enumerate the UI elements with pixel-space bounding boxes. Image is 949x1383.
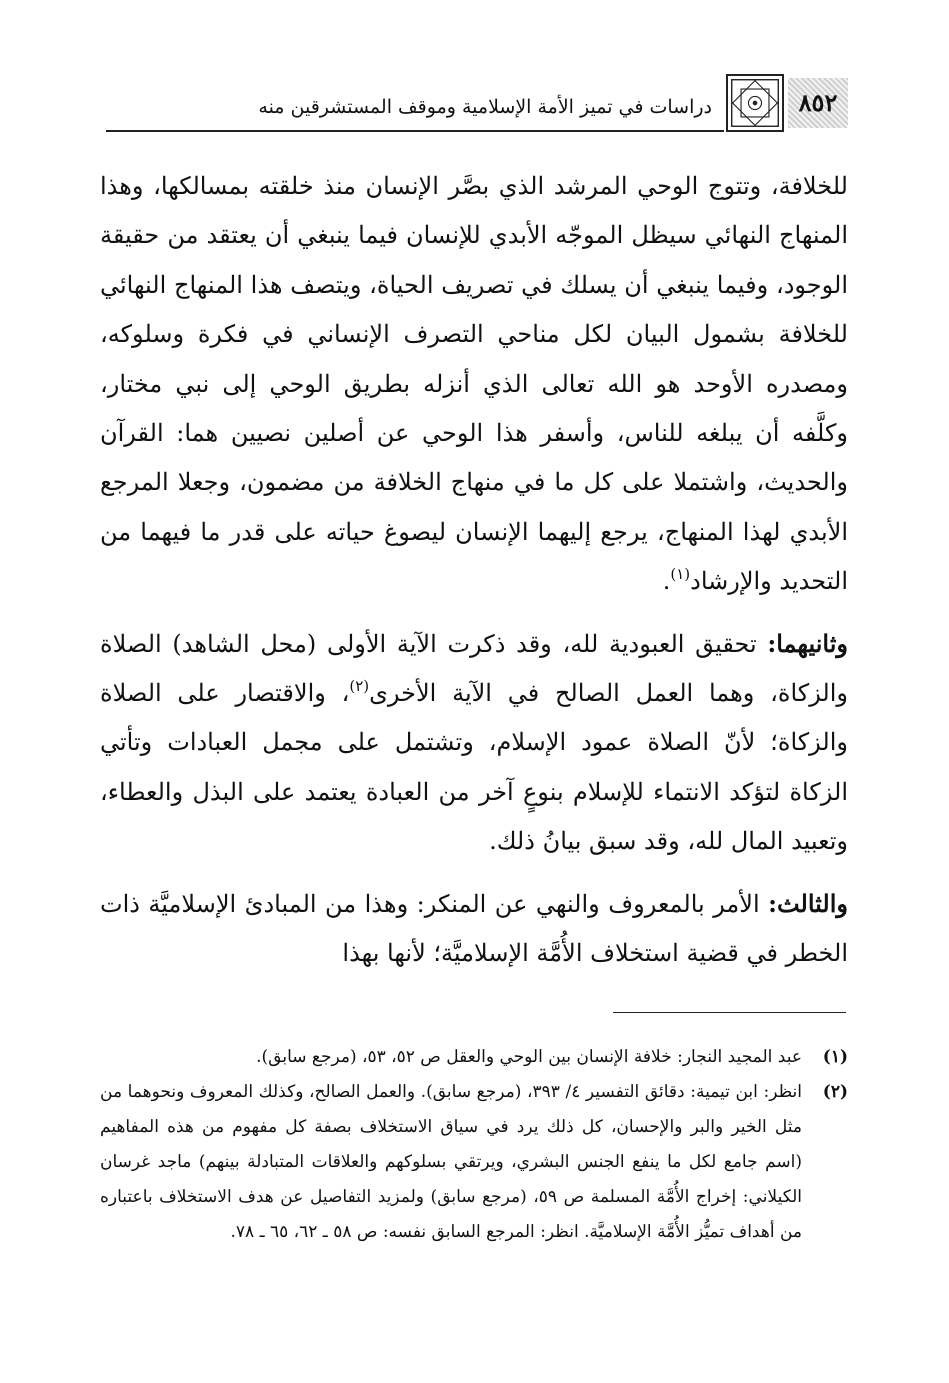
paragraph-2-part1: تحقيق العبودية لله، وقد ذكرت الآية الأولى (محل الشاهد) الصلاة والزكاة، وهما العمل الصالح في الآية الأخرى — [100, 629, 849, 708]
footnote-2-number: (٢) — [822, 1082, 848, 1102]
footnote-1-number: (١) — [822, 1047, 848, 1067]
footnote-ref-1[interactable]: (١) — [670, 565, 691, 584]
paragraph-3 — [100, 879, 848, 979]
running-header — [106, 74, 848, 138]
footnote-1-text: عبد المجيد النجار: خلافة الإنسان بين الوحي والعقل ص ٥٢، ٥٣، (مرجع سابق). — [256, 1047, 802, 1067]
ornament-icon — [726, 74, 784, 132]
footnote-2 — [100, 1075, 848, 1250]
footnotes — [100, 1040, 848, 1250]
paragraph-3-text: الأمر بالمعروف والنهي عن المنكر: وهذا من المبادئ الإسلاميَّة ذات الخطر في قضية استخلاف الأُمَّة الإسلاميَّة؛ لأنها بهذا — [100, 889, 848, 968]
main-text — [100, 162, 848, 979]
footnote-ref-2[interactable]: (٢) — [349, 677, 370, 696]
page-number: ٨٥٢ — [788, 78, 848, 128]
header-rule — [106, 130, 724, 132]
paragraph-1 — [100, 162, 848, 607]
paragraph-2-lead: وثانيهما: — [767, 628, 848, 658]
paragraph-2 — [100, 619, 848, 867]
paragraph-3-lead: والثالث: — [768, 888, 848, 918]
footnote-2-text: انظر: ابن تيمية: دقائق التفسير ٤/ ٣٩٣، (مرجع سابق). والعمل الصالح، وكذلك المعروف ونحوهما من مثل الخير والبر والإحسان، كل ذلك يرد في سياق الاستخلاف بصفة كل مفهوم من هذه المفاهيم (اسم جامع لكل ما ينفع الجنس البشري، ويرتقي بسلوكهم والعلاقات المتبادلة بينهم) ماجد غرسان الكيلاني: إخراج الأُمَّة المسلمة ص ٥٩، (مرجع سابق) ولمزيد التفاصيل عن هدف الاستخلاف باعتباره من أهداف تميُّز الأُمَّة الإسلاميَّة. انظر: المرجع السابق نفسه: ص ٥٨ ـ ٦٢، ٦٥ ـ ٧٨. — [100, 1082, 802, 1242]
footnote-1 — [100, 1040, 848, 1075]
footnote-separator — [613, 1012, 846, 1013]
paragraph-1-end: . — [662, 567, 671, 596]
paragraph-1-text: للخلافة، وتتوج الوحي المرشد الذي بصَّر الإنسان منذ خلقته بمسالكها، وهذا المنهاج النهائي سيظل الموجّه الأبدي للإنسان فيما ينبغي أن يعتقد من حقيقة الوجود، وفيما ينبغي أن يسلك في تصريف الحياة، ويتصف هذا المنهاج النهائي للخلافة بشمول البيان لكل مناحي التصرف الإنساني في فكرة وسلوكه، ومصدره الأوحد هو الله تعالى الذي أنزله بطريق الوحي إلى نبي مختار، وكلَّفه أن يبلغه للناس، وأسفر هذا الوحي عن أصلين نصيين هما: القرآن والحديث، واشتملا على كل ما في منهاج الخلافة من مضمون، وجعلا المرجع الأبدي لهذا المنهاج، يرجع إليهما الإنسان ليصوغ حياته على قدر ما فيهما من التحديد والإرشاد — [100, 172, 848, 596]
paragraph-2-part2: ، والاقتصار على الصلاة والزكاة؛ لأنّ الصلاة عمود الإسلام، وتشتمل على مجمل العبادات وتأتي الزكاة لتؤكد الانتماء للإسلام بنوعٍ آخر من العبادة يعتمد على البذل والعطاء، وتعبيد المال لله، وقد سبق بيانُ ذلك. — [100, 679, 848, 856]
header-title: دراسات في تميز الأمة الإسلامية وموقف المستشرقين منه — [258, 96, 712, 118]
